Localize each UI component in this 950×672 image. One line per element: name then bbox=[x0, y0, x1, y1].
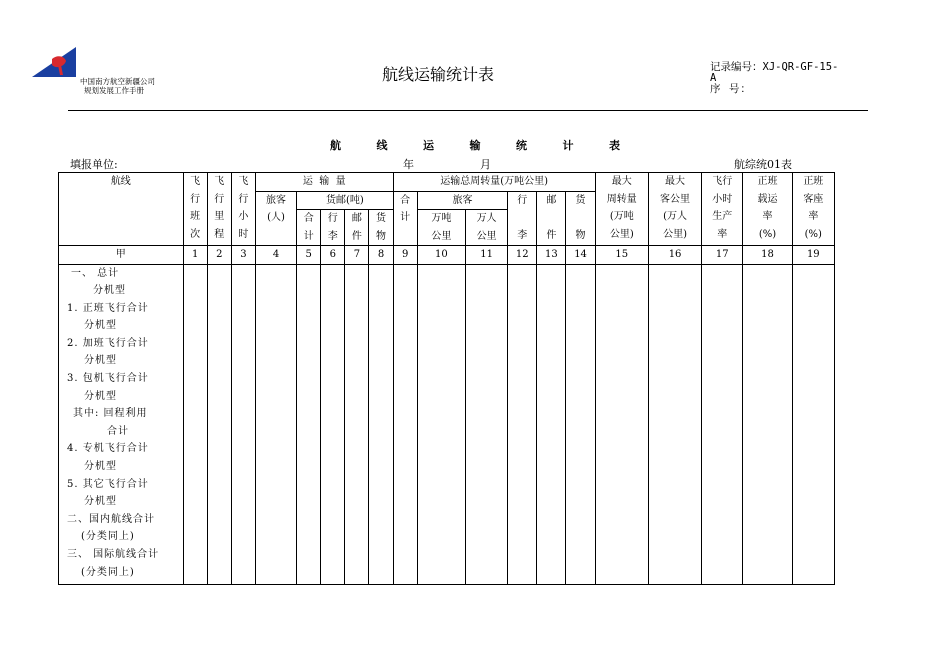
column-number: 6 bbox=[321, 246, 345, 265]
header-mileage: 飞 行 里 程 bbox=[207, 173, 231, 246]
data-cell[interactable] bbox=[321, 264, 345, 584]
category-total: 一、 总计 bbox=[71, 267, 120, 279]
column-number: 11 bbox=[465, 246, 507, 265]
route-statistics-table bbox=[58, 172, 835, 585]
header-transport: 运 输 量 bbox=[255, 173, 393, 192]
header-turnover: 运输总周转量(万吨公里) bbox=[393, 173, 595, 192]
header-cargo-mail: 货邮(吨) bbox=[297, 191, 393, 210]
column-number: 4 bbox=[255, 246, 296, 265]
category-by-aircraft: 分机型 bbox=[84, 496, 117, 508]
data-cell[interactable] bbox=[465, 264, 507, 584]
category-other: 5. 其它飞行合计 bbox=[67, 478, 149, 490]
header-mail: 邮 件 bbox=[345, 210, 369, 246]
header-pax-turnover: 旅客 bbox=[417, 191, 507, 210]
column-number: 18 bbox=[743, 246, 792, 265]
column-number: 甲 bbox=[59, 246, 184, 265]
header-to-baggage: 行 李 bbox=[508, 191, 537, 246]
column-number-row bbox=[59, 246, 835, 265]
column-number: 15 bbox=[595, 246, 648, 265]
company-name bbox=[80, 77, 155, 95]
column-number: 10 bbox=[417, 246, 465, 265]
category-scheduled: 1. 正班飞行合计 bbox=[67, 302, 149, 314]
data-cell[interactable] bbox=[743, 264, 792, 584]
data-cell[interactable] bbox=[417, 264, 465, 584]
header-to-goods: 货 物 bbox=[566, 191, 595, 246]
form-number: 航综统01表 bbox=[734, 158, 792, 171]
reporting-unit-label: 填报单位: bbox=[70, 158, 118, 171]
header-cargo-total: 合 计 bbox=[297, 210, 321, 246]
header-flights: 飞 行 班 次 bbox=[183, 173, 207, 246]
column-number: 3 bbox=[231, 246, 255, 265]
route-categories bbox=[59, 264, 184, 584]
category-by-aircraft: 分机型 bbox=[84, 320, 117, 332]
data-cell[interactable] bbox=[595, 264, 648, 584]
record-number: 记录编号：XJ-QR-GF-15- bbox=[710, 61, 839, 73]
column-number: 16 bbox=[648, 246, 701, 265]
month-label: 月 bbox=[480, 158, 491, 171]
data-cell[interactable] bbox=[345, 264, 369, 584]
header-max-turnover: 最大 周转量 (万吨 公里) bbox=[595, 173, 648, 246]
header-load-factor: 正班 载运 率 (%) bbox=[743, 173, 792, 246]
column-number: 13 bbox=[537, 246, 566, 265]
form-title-char: 输 bbox=[469, 139, 481, 152]
column-number: 8 bbox=[369, 246, 393, 265]
header-max-pax: 最大 客公里 (万人 公里) bbox=[648, 173, 701, 246]
category-charter: 3. 包机飞行合计 bbox=[67, 373, 149, 385]
category-extra: 2. 加班飞行合计 bbox=[67, 337, 149, 349]
category-special: 4. 专机飞行合计 bbox=[67, 443, 149, 455]
form-title bbox=[330, 137, 620, 153]
header-goods: 货 物 bbox=[369, 210, 393, 246]
record-info bbox=[710, 62, 838, 95]
form-title-char: 航 bbox=[330, 139, 341, 152]
header-route: 航线 bbox=[59, 173, 184, 246]
column-number: 17 bbox=[702, 246, 743, 265]
data-cell[interactable] bbox=[207, 264, 231, 584]
header-pax-km: 万人 公里 bbox=[465, 210, 507, 246]
data-cell[interactable] bbox=[369, 264, 393, 584]
header-baggage: 行 李 bbox=[321, 210, 345, 246]
data-cell[interactable] bbox=[393, 264, 417, 584]
category-domestic: 二、国内航线合计 bbox=[67, 513, 155, 525]
form-title-char: 表 bbox=[609, 139, 620, 152]
data-cell[interactable] bbox=[537, 264, 566, 584]
data-cell[interactable] bbox=[231, 264, 255, 584]
column-number: 2 bbox=[207, 246, 231, 265]
company-logo-icon bbox=[30, 45, 80, 79]
category-by-aircraft: 分机型 bbox=[84, 461, 117, 473]
column-number: 1 bbox=[183, 246, 207, 265]
category-international: 三、 国际航线合计 bbox=[67, 549, 160, 560]
data-cell[interactable] bbox=[508, 264, 537, 584]
category-return-use: 其中: 回程利用 bbox=[73, 408, 148, 420]
header-divider bbox=[68, 110, 868, 111]
header-turnover-total: 合 计 bbox=[393, 191, 417, 246]
data-cell[interactable] bbox=[702, 264, 743, 584]
header-hours: 飞 行 小 时 bbox=[231, 173, 255, 246]
data-cell[interactable] bbox=[183, 264, 207, 584]
column-number: 7 bbox=[345, 246, 369, 265]
page-title: 航线运输统计表 bbox=[382, 65, 495, 84]
column-number: 12 bbox=[508, 246, 537, 265]
column-number: 14 bbox=[566, 246, 595, 265]
header-seat-factor: 正班 客座 率 (%) bbox=[792, 173, 834, 246]
form-title-char: 运 bbox=[423, 139, 434, 152]
category-same-as-above: (分类同上) bbox=[81, 566, 135, 578]
category-by-aircraft: 分机型 bbox=[84, 390, 117, 402]
data-cell[interactable] bbox=[297, 264, 321, 584]
column-number: 9 bbox=[393, 246, 417, 265]
header-ton-km: 万吨 公里 bbox=[417, 210, 465, 246]
form-title-char: 线 bbox=[376, 139, 388, 152]
header-productivity: 飞行 小时 生产 率 bbox=[702, 173, 743, 246]
column-number: 5 bbox=[297, 246, 321, 265]
data-cell[interactable] bbox=[648, 264, 701, 584]
category-by-aircraft: 分机型 bbox=[93, 285, 126, 297]
category-subtotal: 合计 bbox=[107, 425, 129, 437]
category-same-as-above: (分类同上) bbox=[81, 531, 135, 543]
company-line2: 规划发展工作手册 bbox=[84, 86, 144, 95]
data-cell[interactable] bbox=[255, 264, 296, 584]
header-to-mail: 邮 件 bbox=[537, 191, 566, 246]
data-body-row bbox=[59, 264, 835, 584]
category-by-aircraft: 分机型 bbox=[84, 355, 117, 367]
form-title-char: 统 bbox=[516, 139, 527, 152]
data-cell[interactable] bbox=[792, 264, 834, 584]
header-passengers: 旅客 (人) bbox=[255, 191, 296, 246]
year-label: 年 bbox=[403, 158, 414, 171]
column-number: 19 bbox=[792, 246, 834, 265]
company-line1: 中国南方航空新疆公司 bbox=[80, 77, 155, 86]
form-title-char: 计 bbox=[562, 139, 574, 152]
record-number-cont: A bbox=[710, 72, 717, 84]
data-cell[interactable] bbox=[566, 264, 595, 584]
sequence-number: 序 号： bbox=[710, 83, 752, 95]
